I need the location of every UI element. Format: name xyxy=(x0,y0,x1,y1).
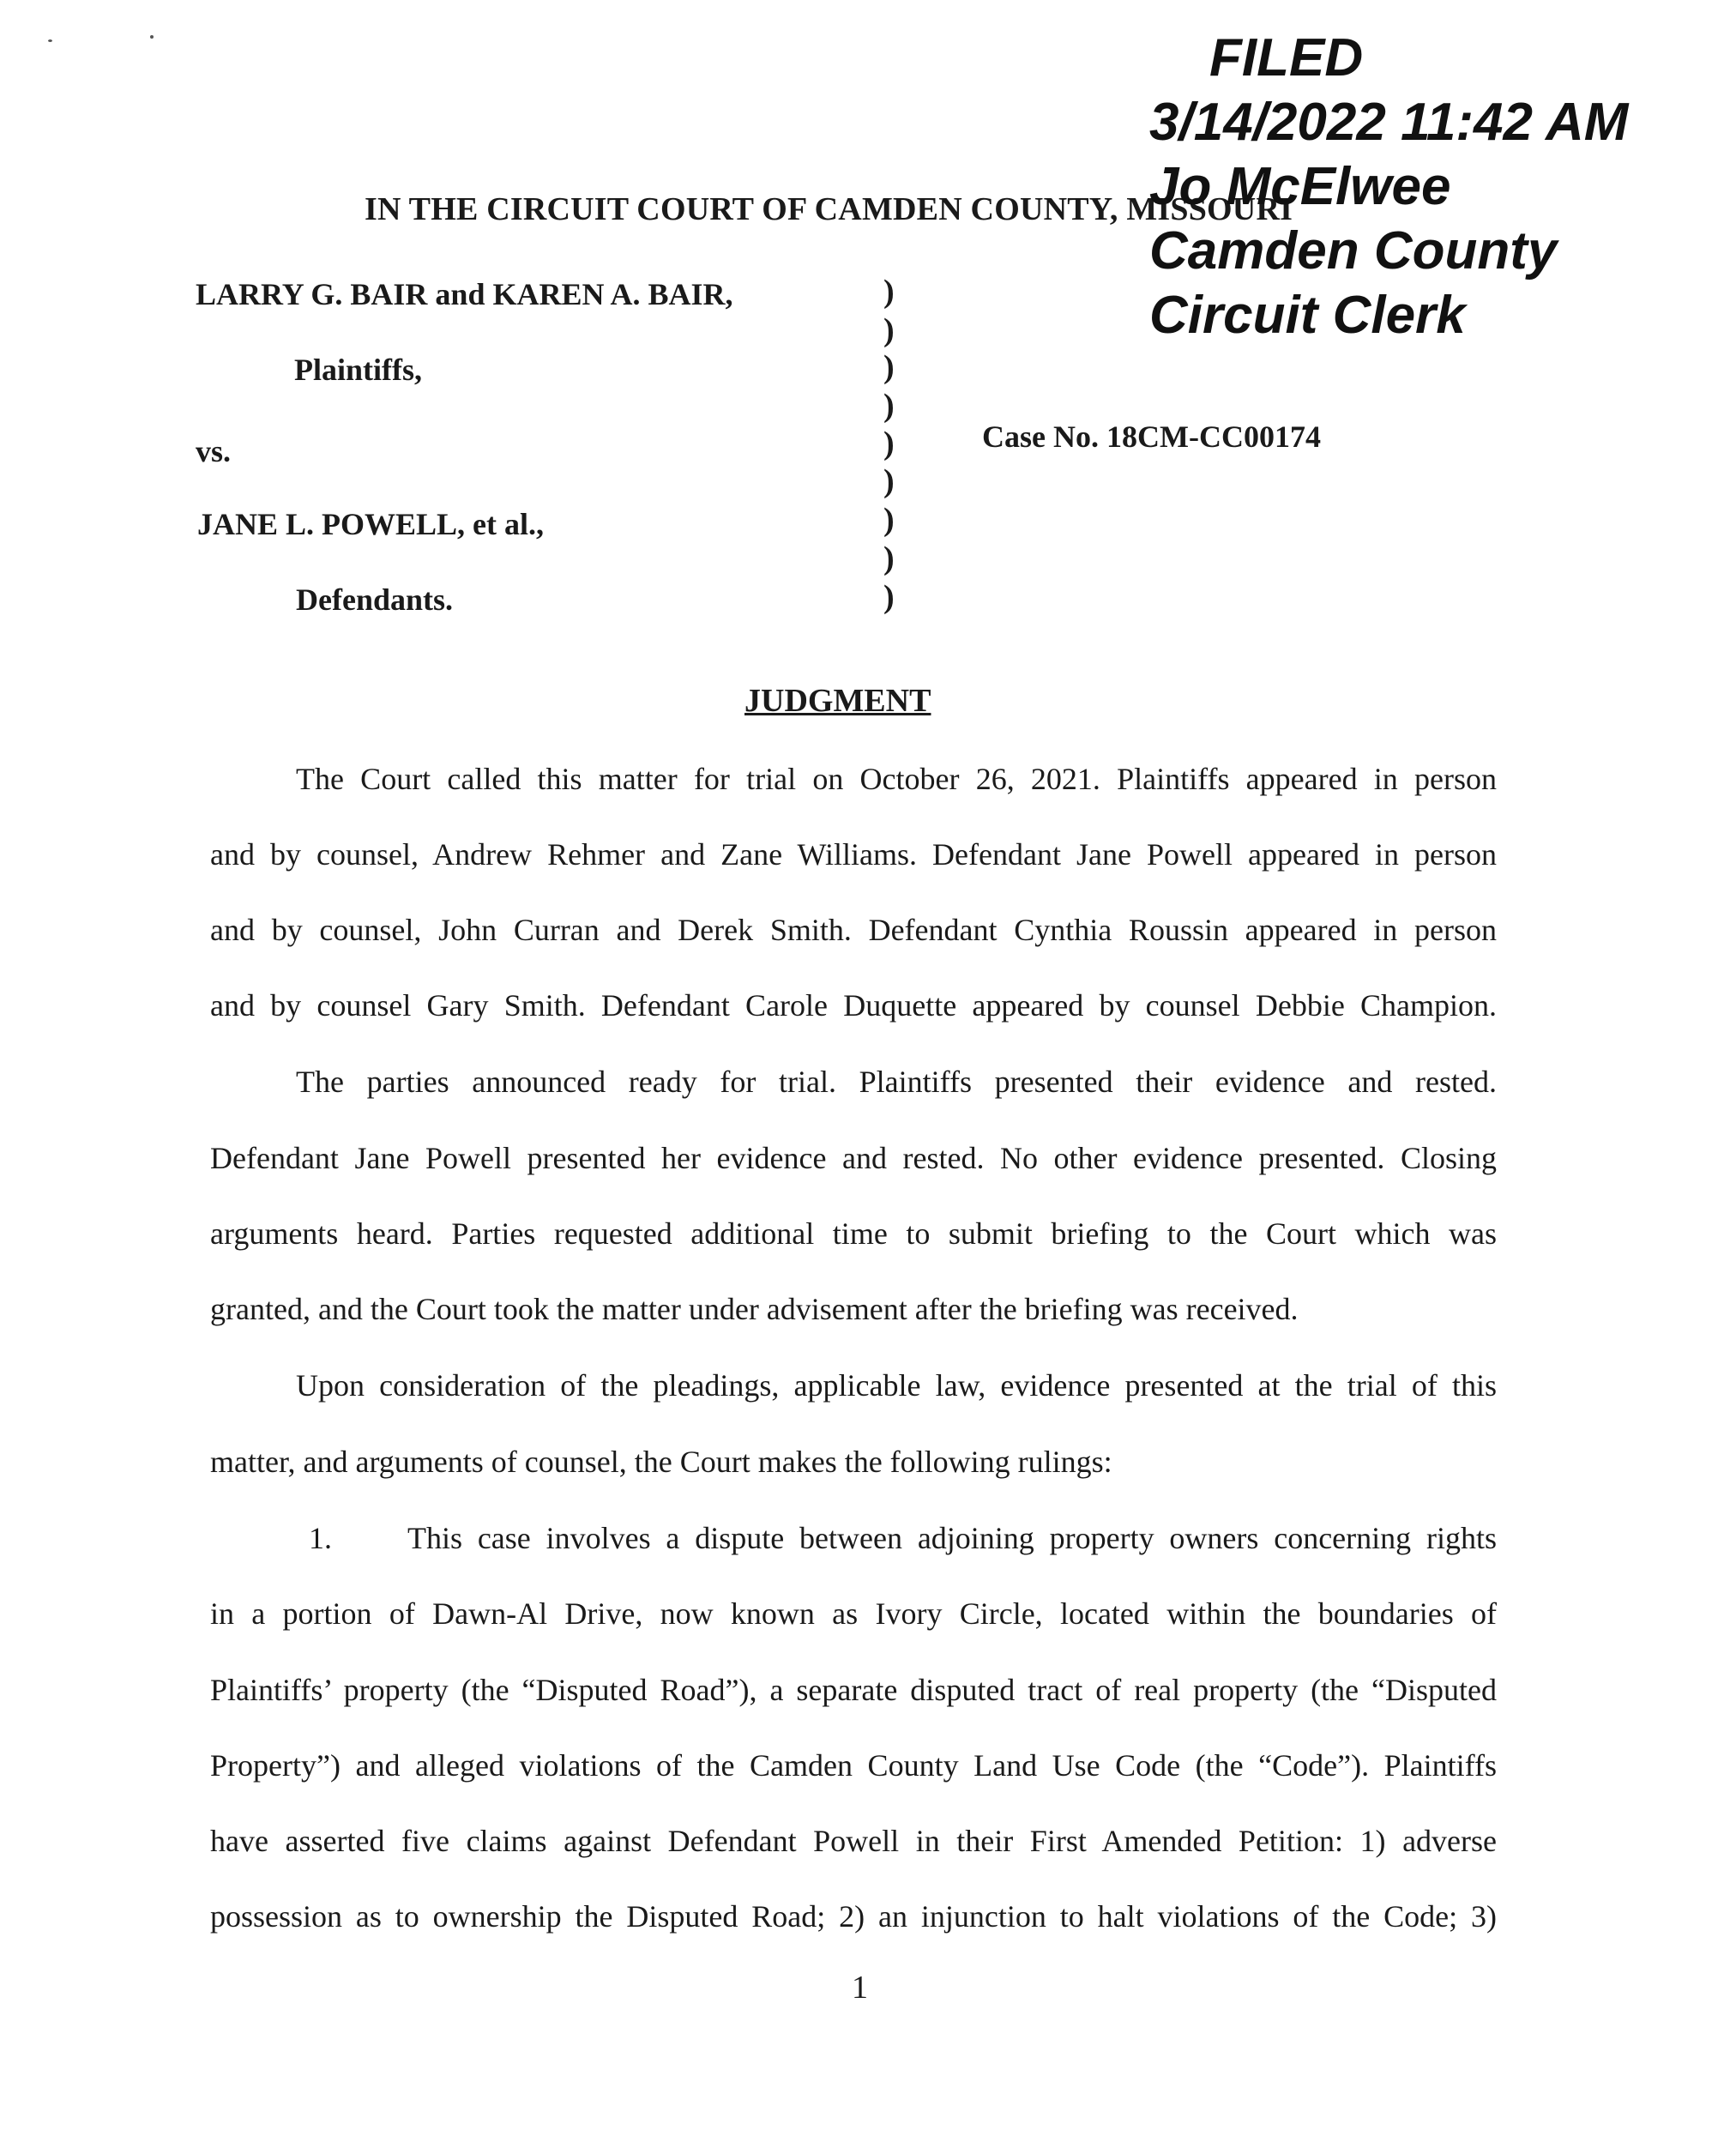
body-line: Defendant Jane Powell presented her evidence and rested. No other evidence presented. Closing xyxy=(210,1141,1497,1175)
stamp-clerk-name: Jo McElwee xyxy=(1149,157,1451,216)
stamp-status: FILED xyxy=(1209,28,1364,87)
scan-artifact xyxy=(48,39,52,42)
caption-paren: ) xyxy=(883,425,895,462)
caption-paren: ) xyxy=(883,579,895,615)
court-heading: IN THE CIRCUIT COURT OF CAMDEN COUNTY, MISSOURI xyxy=(365,191,1293,227)
paragraph-number: 1. xyxy=(309,1521,332,1555)
body-line: The Court called this matter for trial on October 26, 2021. Plaintiffs appeared in person xyxy=(296,762,1497,796)
caption-paren: ) xyxy=(883,274,895,310)
defendants-names: JANE L. POWELL, et al., xyxy=(197,507,545,541)
body-line: matter, and arguments of counsel, the Court makes the following rulings: xyxy=(210,1445,1112,1479)
body-line: Property”) and alleged violations of the Camden County Land Use Code (the “Code”). Plaintiffs xyxy=(210,1748,1497,1783)
caption-paren: ) xyxy=(883,349,895,385)
plaintiffs-label: Plaintiffs, xyxy=(294,353,422,387)
caption-paren: ) xyxy=(883,463,895,499)
body-line: and by counsel, John Curran and Derek Smith. Defendant Cynthia Roussin appeared in person xyxy=(210,913,1497,947)
body-line: possession as to ownership the Disputed Road; 2) an injunction to halt violations of the Code; 3) xyxy=(210,1899,1497,1934)
document-title: JUDGMENT xyxy=(744,683,931,719)
body-line: The parties announced ready for trial. Plaintiffs presented their evidence and rested. xyxy=(296,1065,1497,1099)
body-line: granted, and the Court took the matter under advisement after the briefing was received. xyxy=(210,1292,1299,1326)
page-number: 1 xyxy=(852,1970,868,2006)
body-line: have asserted five claims against Defendant Powell in their First Amended Petition: 1) adverse xyxy=(210,1824,1497,1858)
body-line: This case involves a dispute between adjoining property owners concerning rights xyxy=(407,1521,1497,1555)
caption-paren: ) xyxy=(883,312,895,348)
body-line: and by counsel, Andrew Rehmer and Zane Williams. Defendant Jane Powell appeared in person xyxy=(210,837,1497,872)
plaintiffs-names: LARRY G. BAIR and KAREN A. BAIR, xyxy=(196,277,733,311)
body-line: and by counsel Gary Smith. Defendant Carole Duquette appeared by counsel Debbie Champion. xyxy=(210,988,1497,1023)
stamp-office: Circuit Clerk xyxy=(1149,286,1466,345)
caption-paren: ) xyxy=(883,388,895,424)
caption-paren: ) xyxy=(883,502,895,538)
stamp-datetime: 3/14/2022 11:42 AM xyxy=(1149,93,1629,152)
filing-stamp xyxy=(1149,26,1664,347)
stamp-county: Camden County xyxy=(1149,221,1558,281)
body-line: in a portion of Dawn-Al Drive, now known as Ivory Circle, located within the boundaries of xyxy=(210,1596,1497,1631)
body-line: Upon consideration of the pleadings, applicable law, evidence presented at the trial of this xyxy=(296,1368,1497,1403)
case-number: Case No. 18CM-CC00174 xyxy=(982,419,1321,454)
scan-artifact xyxy=(150,35,154,39)
body-line: arguments heard. Parties requested additional time to submit briefing to the Court which was xyxy=(210,1216,1497,1251)
body-line: Plaintiffs’ property (the “Disputed Road”), a separate disputed tract of real property (the “Disputed xyxy=(210,1673,1497,1707)
versus-label: vs. xyxy=(196,434,232,468)
caption-paren: ) xyxy=(883,540,895,576)
defendants-label: Defendants. xyxy=(296,582,454,617)
